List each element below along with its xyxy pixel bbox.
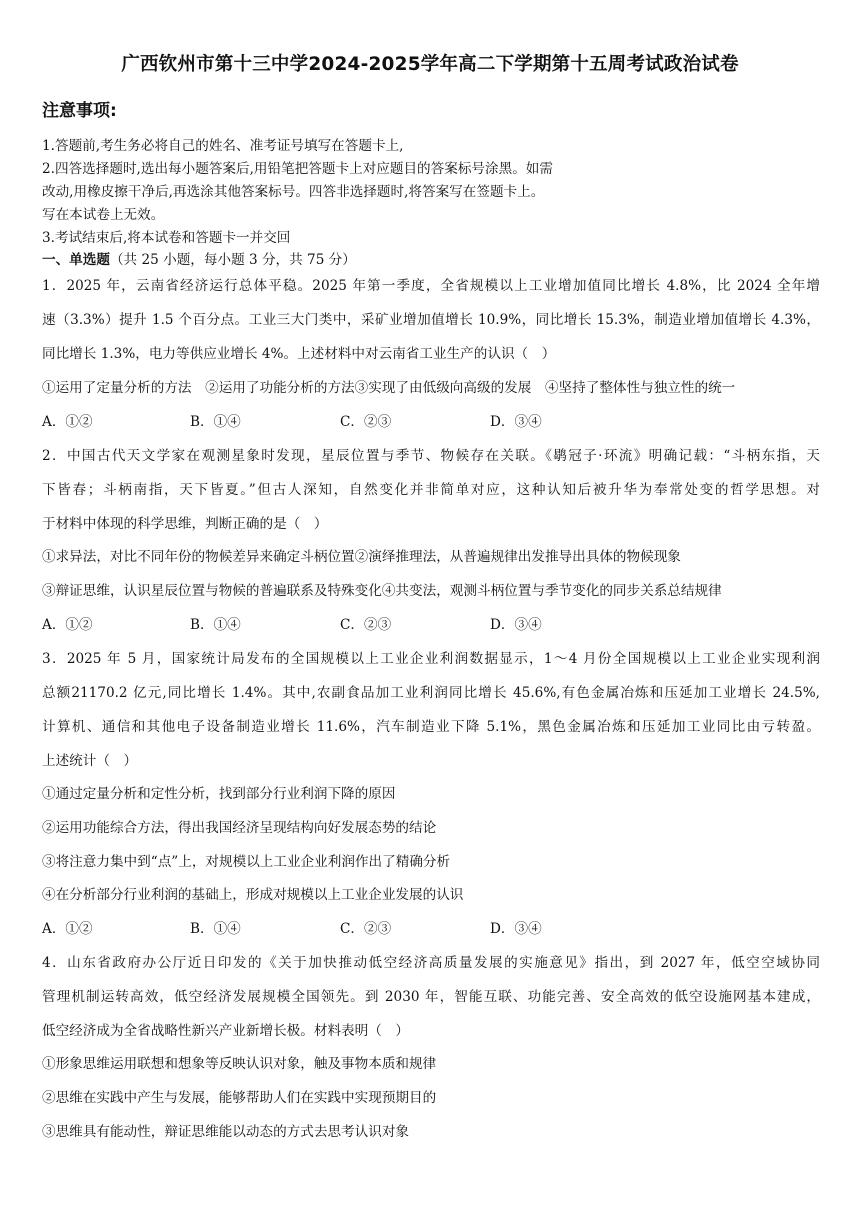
question-item: ①通过定量分析和定性分析，找到部分行业利润下降的原因 xyxy=(42,786,396,802)
question-stem-line: 同比增长 1.3%，电力等供应业增长 4%。上述材料中对云南省工业生产的认识（ ） xyxy=(42,346,556,362)
option-b[interactable]: B．①④ xyxy=(190,921,241,937)
question-stem-line: 低空经济成为全省战略性新兴产业新增长极。材料表明（ ） xyxy=(42,1023,410,1039)
notice-line: 3.考试结束后,将本试卷和答题卡一并交回 xyxy=(42,230,291,246)
section-label: 一、单选题 xyxy=(42,252,110,268)
option-a[interactable]: A．①② xyxy=(42,617,93,633)
question-item: ③思维具有能动性，辩证思维能以动态的方式去思考认识对象 xyxy=(42,1124,410,1140)
option-d[interactable]: D．③④ xyxy=(490,921,542,937)
section-note: （共 25 小题，每小题 3 分，共 75 分） xyxy=(109,252,356,268)
question-item: ②思维在实践中产生与发展，能够帮助人们在实践中实现预期目的 xyxy=(42,1090,437,1106)
option-c[interactable]: C．②③ xyxy=(340,921,392,937)
option-c[interactable]: C．②③ xyxy=(340,414,392,430)
question-stem-line: 速（3.3%）提升 1.5 个百分点。工业三大门类中，采矿业增加值增长 10.9%，同比增长 15.3%，制造业增加值增长 4.3%， xyxy=(42,312,820,328)
option-d[interactable]: D．③④ xyxy=(490,414,542,430)
notice-line: 1.答题前,考生务必将自己的姓名、准考证号填写在答题卡上, xyxy=(42,138,404,154)
question-stem-line: 上述统计（ ） xyxy=(42,753,138,769)
question-stem-line: 2．中国古代天文学家在观测星象时发现，星辰位置与季节、物候存在关联。《鹖冠子·环流》明确记载：“斗柄东指，天 xyxy=(42,448,820,464)
question-stem-line: 4．山东省政府办公厅近日印发的《关于加快推动低空经济高质量发展的实施意见》指出，到 2027 年，低空空域协同 xyxy=(42,955,820,971)
option-b[interactable]: B．①④ xyxy=(190,414,241,430)
option-d[interactable]: D．③④ xyxy=(490,617,542,633)
option-a[interactable]: A．①② xyxy=(42,921,93,937)
question-item: ①形象思维运用联想和想象等反映认识对象，触及事物本质和规律 xyxy=(42,1056,437,1072)
option-c[interactable]: C．②③ xyxy=(340,617,392,633)
option-b[interactable]: B．①④ xyxy=(190,617,241,633)
notice-line: 2.四答选择题时,选出每小题答案后,用铅笔把答题卡上对应题目的答案标号涂黑。如需 xyxy=(42,161,553,177)
question-item: ③辩证思维，认识星辰位置与物候的普遍联系及特殊变化④共变法，观测斗柄位置与季节变化的同步关系总结规律 xyxy=(42,583,722,599)
question-stem-line: 3．2025 年 5 月，国家统计局发布的全国规模以上工业企业利润数据显示，1～4 月份全国规模以上工业企业实现利润 xyxy=(42,651,820,667)
option-a[interactable]: A．①② xyxy=(42,414,93,430)
question-stem-line: 管理机制运转高效，低空经济发展规模全国领先。到 2030 年，智能互联、功能完善、安全高效的低空设施网基本建成， xyxy=(42,989,820,1005)
question-item: ②运用功能综合方法，得出我国经济呈现结构向好发展态势的结论 xyxy=(42,820,437,836)
question-stem-line: 计算机、通信和其他电子设备制造业增长 11.6%，汽车制造业下降 5.1%，黑色金属冶炼和压延加工业同比由亏转盈。 xyxy=(42,719,820,735)
section-heading xyxy=(42,248,356,268)
notice-line: 改动,用橡皮擦干净后,再选涂其他答案标号。四答非选择题时,将答案写在签题卡上。 xyxy=(42,184,545,200)
question-item: ④在分析部分行业利润的基础上，形成对规模以上工业企业发展的认识 xyxy=(42,887,464,903)
question-item: ①运用了定量分析的方法 ②运用了功能分析的方法③实现了由低级向高级的发展 ④坚持了整体性与独立性的统一 xyxy=(42,380,736,396)
exam-title: 广西钦州市第十三中学2024-2025学年高二下学期第十五周考试政治试卷 xyxy=(121,54,739,75)
question-stem-line: 于材料中体现的科学思维，判断正确的是（ ） xyxy=(42,516,328,532)
notice-heading: 注意事项: xyxy=(42,101,117,121)
question-stem-line: 总额21170.2 亿元,同比增长 1.4%。其中,农副食品加工业利润同比增长 45.6%,有色金属冶炼和压延加工业增长 24.5%, xyxy=(42,685,820,701)
question-item: ③将注意力集中到“点”上，对规模以上工业企业利润作出了精确分析 xyxy=(42,854,451,870)
question-item: ①求异法，对比不同年份的物候差异来确定斗柄位置②演绎推理法，从普遍规律出发推导出具体的物候现象 xyxy=(42,549,681,565)
question-stem-line: 下皆春；斗柄南指，天下皆夏。”但古人深知，自然变化并非简单对应，这种认知后被升华为奉常处变的哲学思想。对 xyxy=(42,482,820,498)
notice-line: 写在本试卷上无效。 xyxy=(42,207,165,223)
question-stem-line: 1．2025 年，云南省经济运行总体平稳。2025 年第一季度，全省规模以上工业增加值同比增长 4.8%，比 2024 全年增 xyxy=(42,278,820,294)
